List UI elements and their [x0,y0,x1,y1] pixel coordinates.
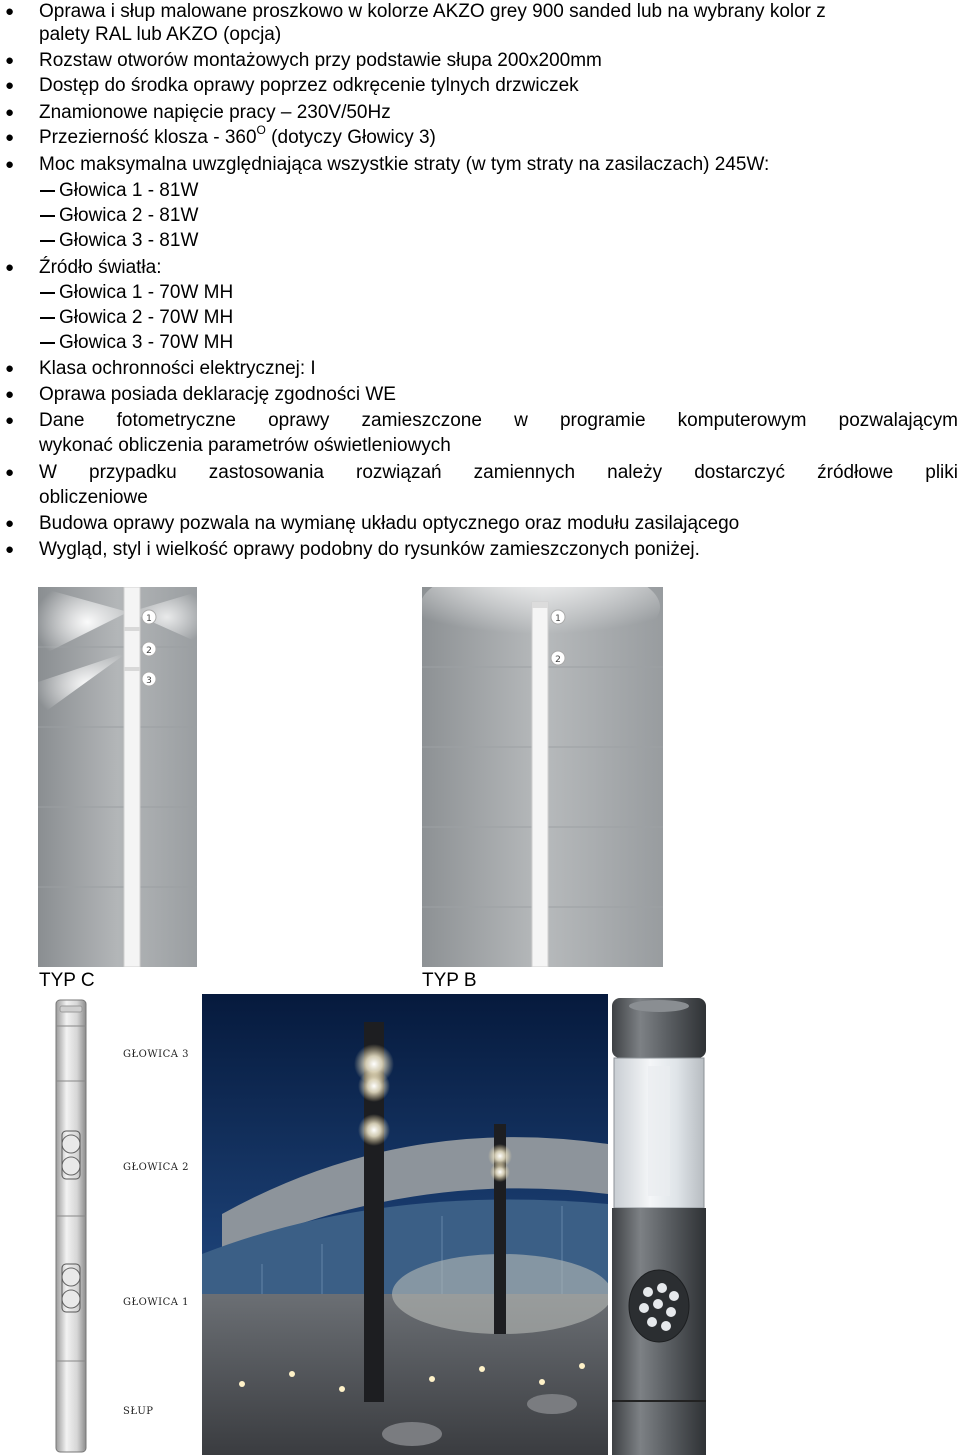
sub-item-text: Głowica 2 - 70W MH [59,307,234,328]
item-text-tail: (dotyczy Głowicy 3) [265,127,436,148]
bullet-icon: ● [5,541,15,558]
typ-c-marker: 2 [146,646,152,656]
item-text: W przypadku zastosowania rozwiązań zamiennych należy dostarczyć źródłowe pliki [39,462,958,483]
item-text: Moc maksymalna uwzględniająca wszystkie straty (w tym straty na zasilaczach) 245W: [39,154,770,175]
dash-icon [40,281,56,305]
sub-item-text: Głowica 2 - 81W [59,205,199,226]
item-text: Wygląd, styl i wielkość oprawy podobny do rysunków zamieszczonych poniżej. [39,539,700,560]
dash-icon [40,204,56,228]
bullet-icon: ● [5,464,15,481]
dash-icon [40,179,56,203]
bullet-icon: ● [5,77,15,94]
bullet-icon: ● [5,259,15,276]
typ-b-marker: 1 [555,614,561,624]
bullet-icon: ● [5,360,15,377]
sub-item-text: Głowica 1 - 70W MH [59,282,234,303]
item-text: Rozstaw otworów montażowych przy podstawie słupa 200x200mm [39,50,602,71]
item-text: Klasa ochronności elektrycznej: I [39,358,316,379]
luminaire-closeup-image [608,996,710,1455]
bullet-icon: ● [5,412,15,429]
degree-superscript: O [256,123,266,137]
label-glowica-3: GŁOWICA 3 [123,1049,190,1060]
night-installation-photo [202,994,608,1455]
typ-c-marker: 1 [146,614,152,624]
caption-typ-c: TYP C [39,970,95,991]
bullet-icon: ● [5,515,15,532]
label-glowica-1: GŁOWICA 1 [123,1297,190,1308]
typ-b-render-image [422,587,663,967]
item-text: Budowa oprawy pozwala na wymianę układu optycznego oraz modułu zasilającego [39,513,740,534]
item-text-main: Przezierność klosza - 360 [39,127,257,148]
typ-c-render-image [38,587,197,967]
bullet-icon: ● [5,104,15,121]
item-text [39,123,958,150]
item-text: Dane fotometryczne oprawy zamieszczone w programie komputerowym pozwalającym [39,410,958,431]
item-text: Znamionowe napięcie pracy – 230V/50Hz [39,102,391,123]
label-glowica-2: GŁOWICA 2 [123,1162,190,1173]
luminaire-closeup [608,996,710,1455]
bullet-icon: ● [5,52,15,69]
bullet-icon: ● [5,3,15,20]
item-text: wykonać obliczenia parametrów oświetleniowych [39,435,451,456]
sub-item-text: Głowica 3 - 81W [59,230,199,251]
column-schematic [30,996,202,1455]
item-text: Źródło światła: [39,257,162,278]
night-photo-image [202,994,608,1455]
column-schematic-image [30,996,202,1455]
bullet-icon: ● [5,156,15,173]
bullet-icon: ● [5,386,15,403]
dash-icon [40,229,56,253]
item-text: obliczeniowe [39,487,148,508]
item-text: Oprawa posiada deklarację zgodności WE [39,384,396,405]
item-text: Dostęp do środka oprawy poprzez odkręcenie tylnych drzwiczek [39,75,579,96]
dash-icon [40,306,56,330]
typ-b-marker: 2 [555,655,561,665]
caption-typ-b: TYP B [422,970,477,991]
sub-item-text: Głowica 3 - 70W MH [59,332,234,353]
bullet-icon: ● [5,129,15,146]
item-text: palety RAL lub AKZO (opcja) [39,24,282,45]
dash-icon [40,331,56,355]
typ-c-marker: 3 [146,676,152,686]
item-text: Oprawa i słup malowane proszkowo w kolorze AKZO grey 900 sanded lub na wybrany kolor z [39,1,826,22]
sub-item-text: Głowica 1 - 81W [59,180,199,201]
typ-b-render [422,587,663,967]
label-slup: SŁUP [123,1406,154,1417]
typ-c-render [38,587,197,967]
